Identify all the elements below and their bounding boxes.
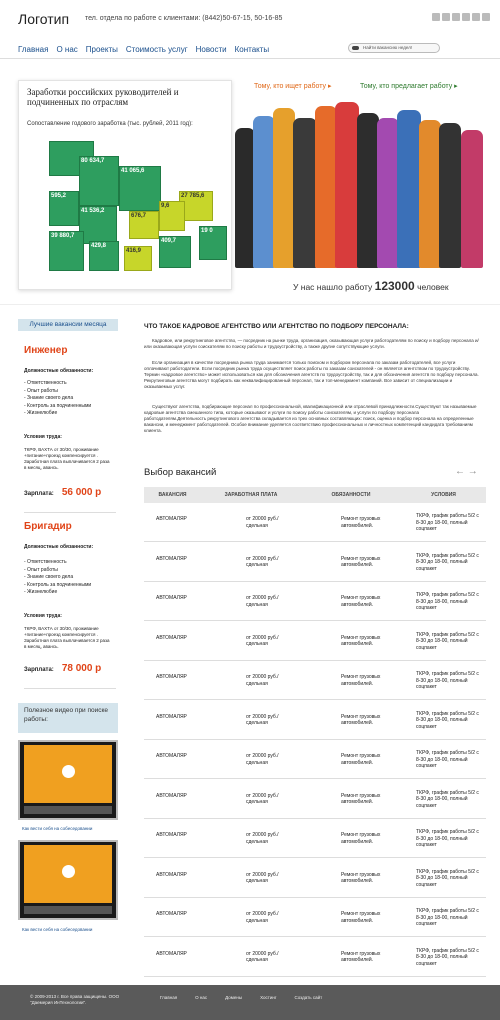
table-row[interactable] <box>144 503 486 542</box>
cell-conditions: ТКРФ, график работы 5/2 с 8-30 до 18-00, полный соцпакет <box>416 789 479 809</box>
search-icon <box>352 46 359 50</box>
footer-link[interactable]: Хостинг <box>260 995 277 1000</box>
duties-list: - Ответственность - Опыт работы - Знание своего дела - Контроль за подчиненными - Жизнелюбие <box>24 559 92 595</box>
paragraph: Если организация в качестве посредника рынка труда занимается только поиском и подбором персонала по заказам работодателей, все услуги оплачивают работодатели. Если посредник рынка труда осуществляет поиск работы по заказам соискателей - он является агентством по трудоустройству. Термин «кадровое агентство» может использоваться как для обозначения агентств по трудоустройству, так и для обозначения агентств по подбору персонала. Рекрутинговые агентства могут подбирать как неквалифицированный персонал, так и топ-менеджмент компаний. Все зависит от специализации и оказываемых услуг. <box>144 360 479 389</box>
conditions-text: ТКРФ, ВАХТА от 30/30, проживание +питание+проезд компенсируется . Заработная плата выплачивается 2 раза в месяц, авансь. <box>24 626 110 649</box>
social-icon[interactable] <box>482 13 490 21</box>
table-row[interactable] <box>144 543 486 582</box>
phone-info: тел. отдела по работе с клиентами: (8442)50-67-15, 50-16-85 <box>85 15 283 22</box>
social-icon[interactable] <box>442 13 450 21</box>
pager-arrows[interactable]: ← → <box>455 466 478 477</box>
main-nav <box>18 45 269 54</box>
cell-conditions: ТКРФ, график работы 5/2 с 8-30 до 18-00, полный соцпакет <box>416 671 479 690</box>
tab-job-seeker[interactable]: Тому, кто ищет работу ▸ <box>254 83 332 90</box>
table-row[interactable] <box>144 859 486 898</box>
video-player[interactable] <box>18 840 118 920</box>
duties-list: - Ответственность - Опыт работы - Знание своего дела - Контроль за подчиненными - Жизнелюбие <box>24 380 92 416</box>
duties-label: Должностные обязанности: <box>24 544 94 550</box>
cell-salary: от 20000 руб./сдельная <box>246 832 279 845</box>
cell-conditions: ТКРФ, график работы 5/2 с 8-30 до 18-00, полный соцпакет <box>416 592 479 611</box>
divider <box>0 304 500 305</box>
social-icon[interactable] <box>472 13 480 21</box>
cell-duties: Ремонт грузовых автомобилей. <box>341 713 381 726</box>
cell-conditions: ТКРФ, график работы 5/2 с 8-30 до 18-00, полный соцпакет <box>416 908 479 927</box>
page-title: ЧТО ТАКОЕ КАДРОВОЕ АГЕНТСТВО ИЛИ АГЕНТСТВО ПО ПОДБОРУ ПЕРСОНАЛА: <box>144 323 409 330</box>
paragraph: Существуют агентства, подбирающие персонал по профессиональной, квалификационной или отраслевой принадлежности.Существуют так называемые кадровые агентства смешанного типа, которые оказывают и услуги по поиску работы соискателям, и услуги по подбору персонала работодателям.Деятельность рекрутингового агентства складывается из трех основных составляющих: поиск, оценка и подбор персонала на определенные вакансии, и менеджмент работодателей. Особое внимание уделяется соответствию профессиональных и личностных компетенций кандидата требованиям клиента. <box>144 404 477 433</box>
cell-duties: Ремонт грузовых автомобилей. <box>341 911 381 924</box>
table-row[interactable] <box>144 898 486 937</box>
cell-vacancy: АВТОМАЛЯР <box>156 792 187 799</box>
cell-salary: от 20000 руб./сдельная <box>246 911 279 924</box>
job-title[interactable]: Инженер <box>24 345 68 356</box>
tab-employer[interactable]: Тому, кто предлагает работу ▸ <box>360 83 458 90</box>
salary: Зарплата: 78 000 р <box>24 663 102 674</box>
nav-prices[interactable]: Стоимость услуг <box>125 45 188 54</box>
cell-duties: Ремонт грузовых автомобилей. <box>341 516 381 529</box>
cell-duties: Ремонт грузовых автомобилей. <box>341 595 381 608</box>
table-row[interactable] <box>144 661 486 700</box>
cell-duties: Ремонт грузовых автомобилей. <box>341 555 381 568</box>
conditions-text: ТКРФ, ВАХТА от 30/30, проживание +питание+проезд компенсируется . Заработная плата выплачивается 2 раза в месяц, авансь. <box>24 447 110 470</box>
cell-conditions: ТКРФ, график работы 5/2 с 8-30 до 18-00, полный соцпакет <box>416 868 479 888</box>
infographic-title: Заработки российских руководителей и подчиненных по отраслям <box>27 87 179 107</box>
cell-salary: от 20000 руб./сдельная <box>246 792 279 805</box>
play-icon[interactable] <box>62 765 75 778</box>
video-title: Полезное видео при поиске работы: <box>18 703 118 733</box>
social-icon[interactable] <box>462 13 470 21</box>
cell-conditions: ТКРФ, график работы 5/2 с 8-30 до 18-00, полный соцпакет <box>416 947 479 967</box>
found-counter: У нас нашло работу 123000 человек <box>293 279 449 293</box>
footer-link[interactable]: О нас <box>195 995 208 1000</box>
cell-salary: от 20000 руб./сдельная <box>246 555 279 568</box>
cell-duties: Ремонт грузовых автомобилей. <box>341 832 381 845</box>
cell-conditions: ТКРФ, график работы 5/2 с 8-30 до 18-00, полный соцпакет <box>416 750 479 769</box>
cell-salary: от 20000 руб./сдельная <box>246 713 279 726</box>
cell-duties: Ремонт грузовых автомобилей. <box>341 674 381 687</box>
cell-salary: от 20000 руб./сдельная <box>246 595 279 608</box>
nav-news[interactable]: Новости <box>195 45 227 54</box>
table-row[interactable] <box>144 622 486 661</box>
search-input[interactable] <box>348 43 440 53</box>
cell-vacancy: АВТОМАЛЯР <box>156 674 187 680</box>
cell-conditions: ТКРФ, график работы 5/2 с 8-30 до 18-00, полный соцпакет <box>416 552 479 572</box>
logo[interactable]: Логотип <box>18 11 70 27</box>
play-icon[interactable] <box>62 865 75 878</box>
table-row[interactable] <box>144 582 486 621</box>
cell-salary: от 20000 руб./сдельная <box>246 753 279 766</box>
sidebar-title: Лучшие вакансии месяца <box>18 319 118 331</box>
cell-conditions: ТКРФ, график работы 5/2 с 8-30 до 18-00, полный соцпакет <box>416 513 479 532</box>
cell-vacancy: АВТОМАЛЯР <box>156 753 187 759</box>
cell-conditions: ТКРФ, график работы 5/2 с 8-30 до 18-00, полный соцпакет <box>416 631 479 651</box>
paragraph: Кадровое, или рекрутинговое агентство, — посредник на рынке труда, организация, оказывающая услуги работодателям по поиску и подбору персонала и/или оказывающая услуги соискателям по поиску работы и трудоустройству, а также другие сопутствующие услуги. <box>144 338 479 349</box>
cell-salary: от 20000 руб./сдельная <box>246 634 279 647</box>
divider <box>24 512 116 513</box>
table-row[interactable] <box>144 780 486 819</box>
cell-salary: от 20000 руб./сдельная <box>246 871 279 884</box>
cell-conditions: ТКРФ, график работы 5/2 с 8-30 до 18-00, полный соцпакет <box>416 829 479 848</box>
nav-home[interactable]: Главная <box>18 45 49 54</box>
cell-vacancy: АВТОМАЛЯР <box>156 871 187 878</box>
social-icon[interactable] <box>432 13 440 21</box>
job-title[interactable]: Бригадир <box>24 521 72 532</box>
cell-conditions: ТКРФ, график работы 5/2 с 8-30 до 18-00, полный соцпакет <box>416 710 479 730</box>
social-icons[interactable] <box>432 13 490 21</box>
cell-vacancy: АВТОМАЛЯР <box>156 516 187 522</box>
footer <box>0 985 500 1020</box>
nav-about[interactable]: О нас <box>56 45 78 54</box>
footer-link[interactable]: Домены <box>225 995 243 1000</box>
video-player[interactable] <box>18 740 118 820</box>
hero-people-image <box>235 100 485 268</box>
table-row[interactable] <box>144 819 486 858</box>
cell-duties: Ремонт грузовых автомобилей. <box>341 634 381 647</box>
search-placeholder: Найти вакансию недел! <box>363 45 413 50</box>
cell-duties: Ремонт грузовых автомобилей. <box>341 871 381 884</box>
footer-link[interactable]: Создать сайт <box>294 995 323 1000</box>
divider <box>0 58 500 59</box>
cell-vacancy: АВТОМАЛЯР <box>156 950 187 957</box>
table-row[interactable] <box>144 740 486 779</box>
cell-vacancy: АВТОМАЛЯР <box>156 832 187 838</box>
video-caption[interactable]: Как вести себя на собеседовании <box>22 927 93 932</box>
vacancies-title: Выбор вакансий <box>144 467 217 478</box>
nav-projects[interactable]: Проекты <box>85 45 118 54</box>
cell-vacancy: АВТОМАЛЯР <box>156 595 187 601</box>
cell-vacancy: АВТОМАЛЯР <box>156 911 187 917</box>
infographic-subtitle: Сопоставление годового заработка (тыс. рублей, 2011 год): <box>27 121 193 127</box>
duties-label: Должностные обязанности: <box>24 368 94 374</box>
cell-duties: Ремонт грузовых автомобилей. <box>341 950 381 963</box>
copyright: © 2009-2013 г. Все права защищены. ООО "Даемерия ИнТехнологии". <box>30 994 120 1005</box>
cell-vacancy: АВТОМАЛЯР <box>156 555 187 562</box>
cell-duties: Ремонт грузовых автомобилей. <box>341 792 381 805</box>
social-icon[interactable] <box>452 13 460 21</box>
video-caption[interactable]: Как вести себя на собеседовании <box>22 826 93 831</box>
table-row[interactable] <box>144 938 486 977</box>
cell-vacancy: АВТОМАЛЯР <box>156 634 187 641</box>
conditions-label: Условия труда: <box>24 613 62 619</box>
cell-vacancy: АВТОМАЛЯР <box>156 713 187 720</box>
cell-salary: от 20000 руб./сдельная <box>246 516 279 529</box>
table-row[interactable] <box>144 701 486 740</box>
salary: Зарплата: 56 000 р <box>24 487 102 498</box>
cell-salary: от 20000 руб./сдельная <box>246 950 279 963</box>
cell-duties: Ремонт грузовых автомобилей. <box>341 753 381 766</box>
nav-contacts[interactable]: Контакты <box>234 45 270 54</box>
divider <box>24 688 116 689</box>
infographic: Заработки российских руководителей и подчиненных по отраслям Сопоставление годового заработка (тыс. рублей, 2011 год): 80 634,7 41 065,6 27 785,6 595,2 41 536,2 676,7 9,6 39 880,7 429,8 416,9 409,7 19 0 <box>18 80 232 290</box>
conditions-label: Условия труда: <box>24 434 62 440</box>
cell-salary: от 20000 руб./сдельная <box>246 674 279 687</box>
table-header: ВАКАНСИЯ ЗАРАБОТНАЯ ПЛАТА ОБЯЗАННОСТИ УСЛОВИЯ <box>144 487 486 503</box>
footer-link[interactable]: Главная <box>160 995 178 1000</box>
